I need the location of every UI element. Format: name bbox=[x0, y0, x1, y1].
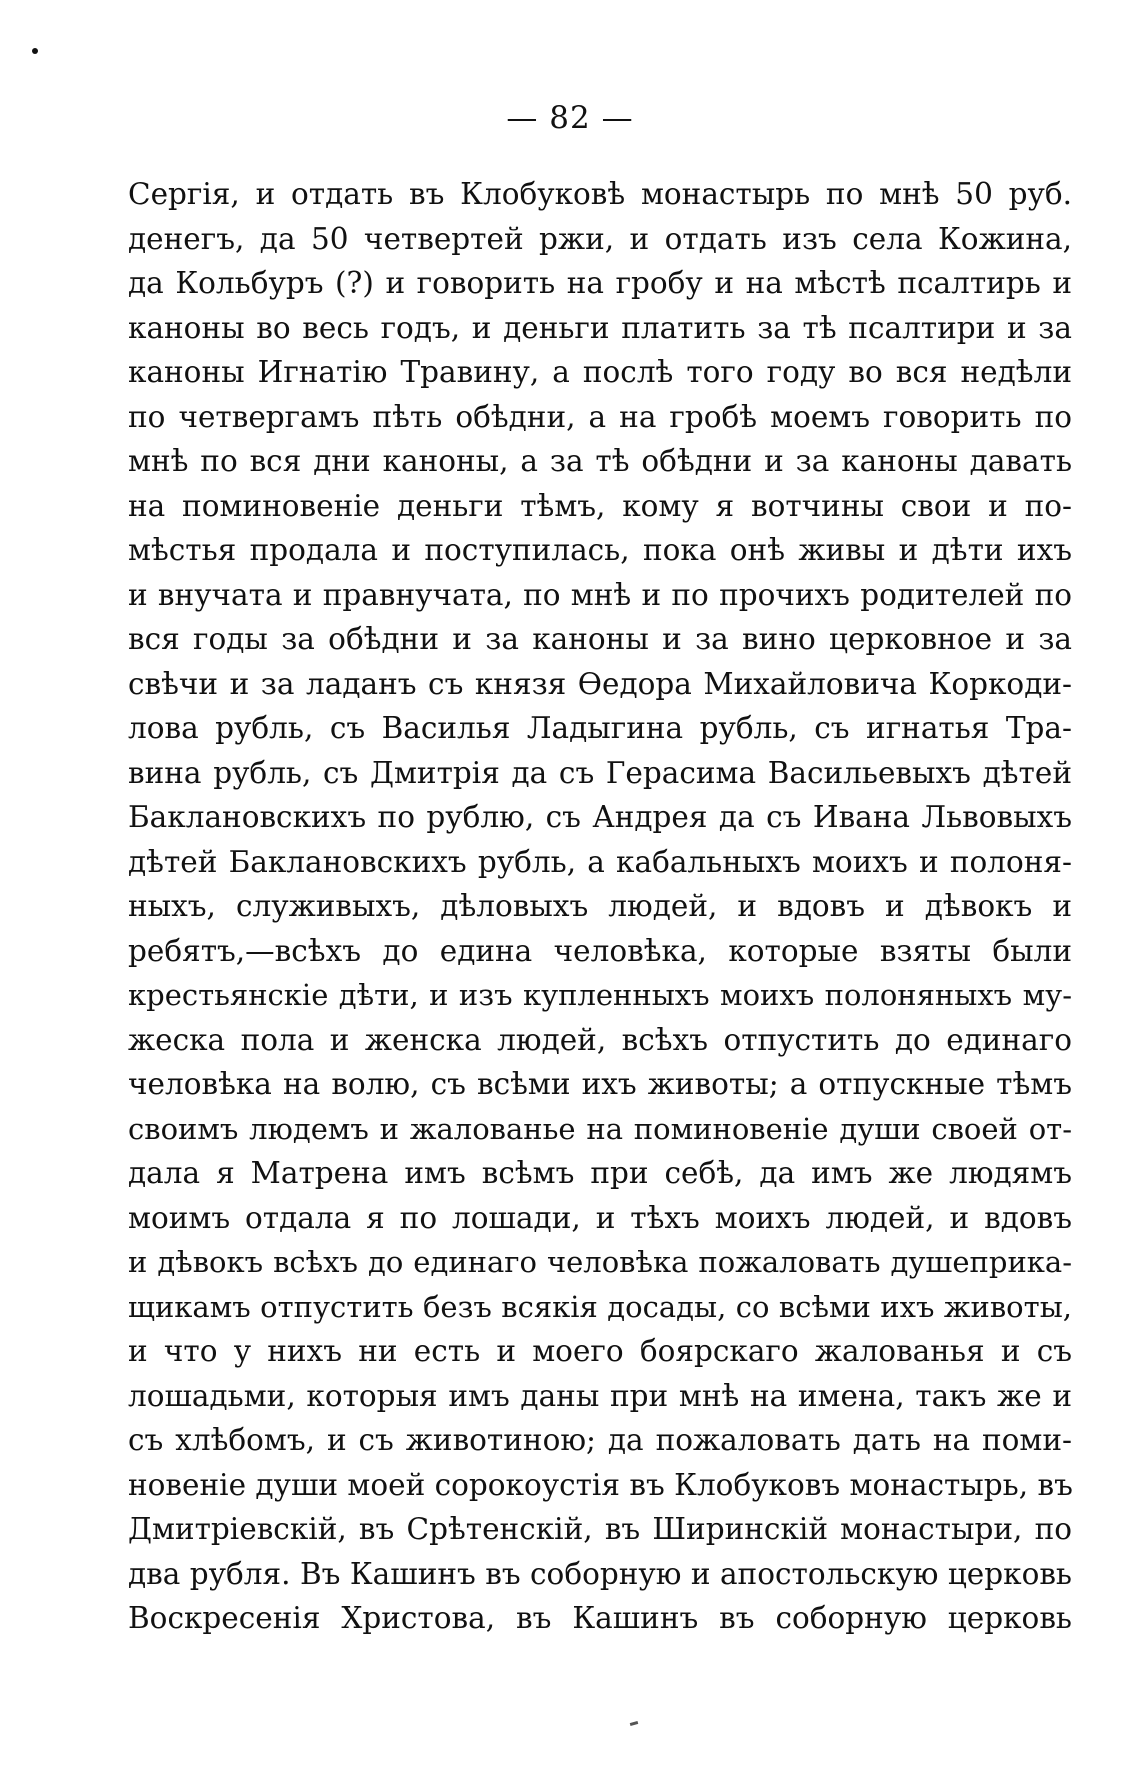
text-line: моимъ отдала я по лошади, и тѣхъ моихъ людей, и вдовъ bbox=[128, 1200, 1072, 1235]
text-line: два рубля. Въ Кашинъ въ соборную и апостольскую церковь bbox=[128, 1556, 1072, 1591]
text-line: своимъ людемъ и жалованье на поминовеніе души своей от- bbox=[128, 1111, 1072, 1146]
text-line: каноны Игнатію Травину, а послѣ того году во вся недѣли bbox=[128, 355, 1072, 389]
text-line: ныхъ, служивыхъ, дѣловыхъ людей, и вдовъ и дѣвокъ и bbox=[128, 889, 1072, 923]
text-line: свѣчи и за ладанъ съ князя Ѳедора Михайловича Коркоди- bbox=[128, 666, 1072, 701]
text-line: на поминовеніе деньги тѣмъ, кому я вотчины свои и по- bbox=[128, 488, 1072, 523]
text-line: съ хлѣбомъ, и съ животиною; да пожаловать дать на поми- bbox=[128, 1423, 1072, 1457]
text-line: да Кольбуръ (?) и говорить на гробу и на мѣстѣ псалтирь и bbox=[128, 266, 1072, 300]
text-line: лошадьми, которыя имъ даны при мнѣ на имена, такъ же и bbox=[128, 1378, 1072, 1413]
text-line: дѣтей Баклановскихъ рубль, а кабальныхъ моихъ и полоня- bbox=[128, 844, 1072, 879]
body-text bbox=[128, 172, 1072, 1641]
text-line: новеніе души моей сорокоустія въ Клобуковъ монастырь, въ bbox=[128, 1467, 1073, 1502]
text-line: мѣстья продала и поступилась, пока онѣ живы и дѣти ихъ bbox=[128, 533, 1072, 567]
text-line: щикамъ отпустить безъ всякія досады, со всѣми ихъ животы, bbox=[128, 1289, 1072, 1324]
text-line: каноны во весь годъ, и деньги платить за тѣ псалтири и за bbox=[128, 310, 1072, 345]
text-line: и что у нихъ ни есть и моего боярскаго жалованья и съ bbox=[128, 1334, 1072, 1368]
bottom-ink-mark bbox=[630, 1721, 639, 1726]
text-line: и внучата и правнучата, по мнѣ и по прочихъ родителей по bbox=[128, 577, 1072, 612]
text-line: Сергія, и отдать въ Клобуковѣ монастырь по мнѣ 50 руб. bbox=[128, 177, 1072, 211]
text-line: ребятъ,—всѣхъ до едина человѣка, которые взяты были bbox=[128, 933, 1072, 968]
text-line: жеска пола и женска людей, всѣхъ отпустить до единаго bbox=[128, 1022, 1072, 1057]
text-line: Воскресенія Христова, въ Кашинъ въ соборную церковь bbox=[128, 1601, 1072, 1635]
text-line: лова рубль, съ Василья Ладыгина рубль, съ игнатья Тра- bbox=[128, 711, 1072, 745]
margin-dot-mark bbox=[32, 48, 38, 54]
text-line: вина рубль, съ Дмитрія да съ Герасима Васильевыхъ дѣтей bbox=[128, 755, 1072, 790]
page-number: — 82 — bbox=[506, 100, 634, 136]
text-line: дала я Матрена имъ всѣмъ при себѣ, да имъ же людямъ bbox=[128, 1156, 1072, 1190]
text-line: Баклановскихъ по рублю, съ Андрея да съ Ивана Львовыхъ bbox=[128, 800, 1072, 834]
text-line: по четвергамъ пѣть обѣдни, а на гробѣ моемъ говорить по bbox=[128, 399, 1072, 434]
text-line: и дѣвокъ всѣхъ до единаго человѣка пожаловать душеприка- bbox=[128, 1245, 1072, 1279]
text-line: денегъ, да 50 четвертей ржи, и отдать изъ села Кожина, bbox=[128, 221, 1072, 256]
text-line: вся годы за обѣдни и за каноны и за вино церковное и за bbox=[128, 622, 1072, 656]
text-line: мнѣ по вся дни каноны, а за тѣ обѣдни и за каноны давать bbox=[128, 444, 1072, 478]
text-line: человѣка на волю, съ всѣми ихъ животы; а отпускные тѣмъ bbox=[128, 1067, 1072, 1101]
text-line: крестьянскіе дѣти, и изъ купленныхъ моихъ полоняныхъ му- bbox=[128, 978, 1072, 1012]
text-line: Дмитріевскій, въ Срѣтенскій, въ Ширинскій монастыри, по bbox=[128, 1512, 1072, 1546]
